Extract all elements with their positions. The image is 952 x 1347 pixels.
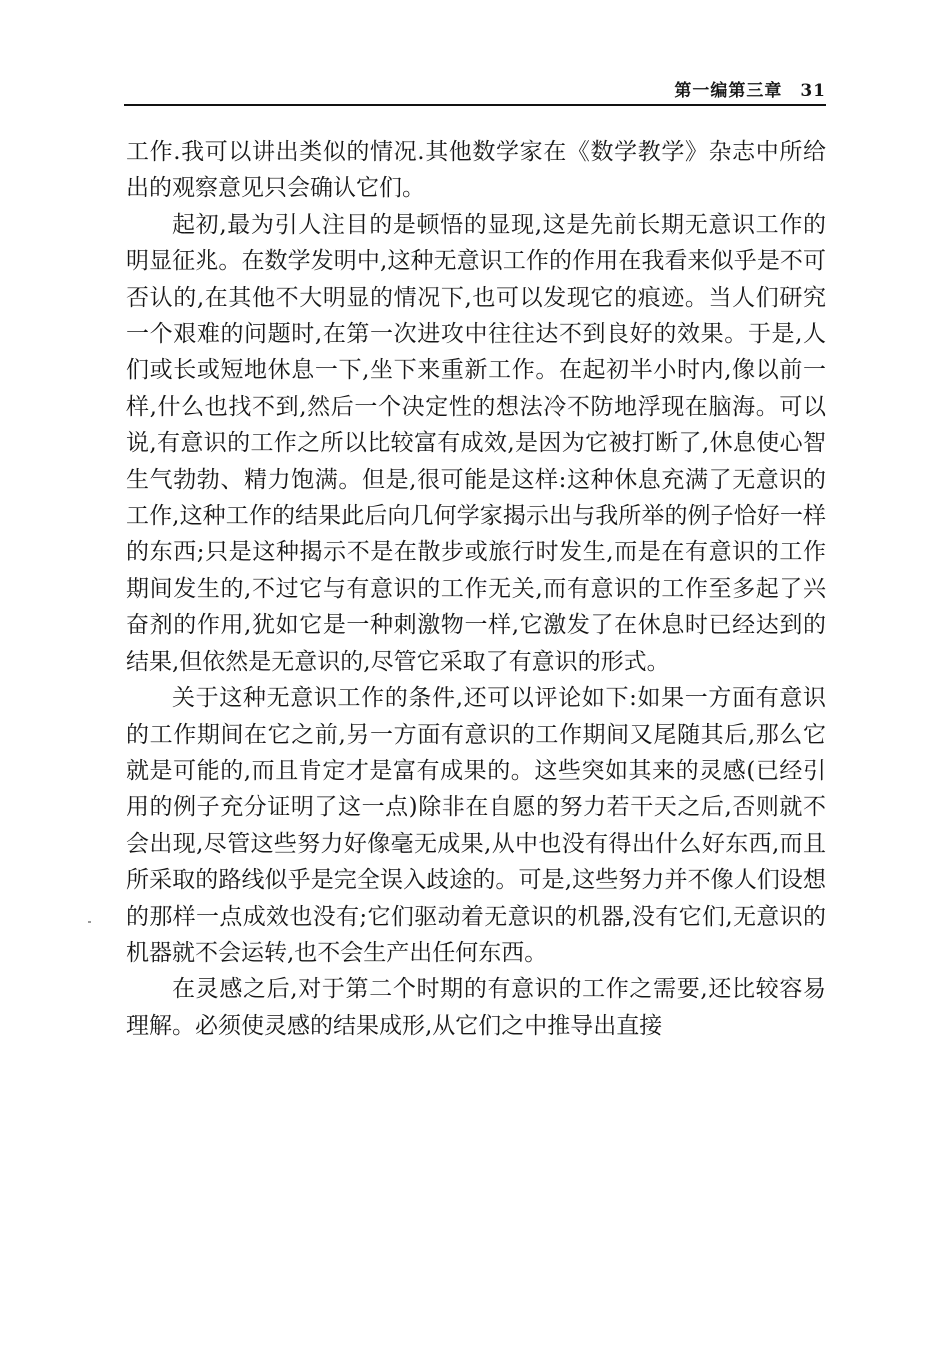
paragraph: 在灵感之后,对于第二个时期的有意识的工作之需要,还比较容易理解。必须使灵感的结果成形,从它们之中推导出直接 — [126, 976, 826, 1039]
body-text — [126, 134, 826, 1044]
running-head — [124, 74, 826, 106]
paragraph: 起初,最为引人注目的是顿悟的显现,这是先前长期无意识工作的明显征兆。在数学发明中,这种无意识工作的作用在我看来似乎是不可否认的,在其他不大明显的情况下,也可以发现它的痕迹。当人们研究一个艰难的问题时,在第一次进攻中往往达不到良好的效果。于是,人们或长或短地休息一下,坐下来重新工作。在起初半小时内,像以前一样,什么也找不到,然后一个决定性的想法冷不防地浮现在脑海。可以说,有意识的工作之所以比较富有成效,是因为它被打断了,休息使心智生气勃勃、精力饱满。但是,很可能是这样:这种休息充满了无意识的工作,这种工作的结果此后向几何学家揭示出与我所举的例子恰好一样的东西;只是这种揭示不是在散步或旅行时发生,而是在有意识的工作期间发生的,不过它与有意识的工作无关,而有意识的工作至多起了兴奋剂的作用,犹如它是一种刺激物一样,它激发了在休息时已经达到的结果,但依然是无意识的,尽管它采取了有意识的形式。 — [126, 211, 826, 675]
header-text — [674, 76, 826, 101]
scan-speck — [88, 921, 91, 923]
paragraph: 关于这种无意识工作的条件,还可以评论如下:如果一方面有意识的工作期间在它之前,另一方面有意识的工作期间又尾随其后,那么它就是可能的,而且肯定才是富有成果的。这些突如其来的灵感(已经引用的例子充分证明了这一点)除非在自愿的努力若干天之后,否则就不会出现,尽管这些努力好像毫无成果,从中也没有得出什么好东西,而且所采取的路线似乎是完全误入歧途的。可是,这些努力并不像人们设想的那样一点成效也没有;它们驱动着无意识的机器,没有它们,无意识的机器就不会运转,也不会生产出任何东西。 — [126, 685, 826, 966]
paragraph-continued: 工作.我可以讲出类似的情况.其他数学家在《数学教学》杂志中所给出的观察意见只会确认它们。 — [126, 139, 826, 202]
chapter-title: 第一编第三章 — [674, 81, 783, 101]
page-number: 31 — [800, 81, 826, 101]
